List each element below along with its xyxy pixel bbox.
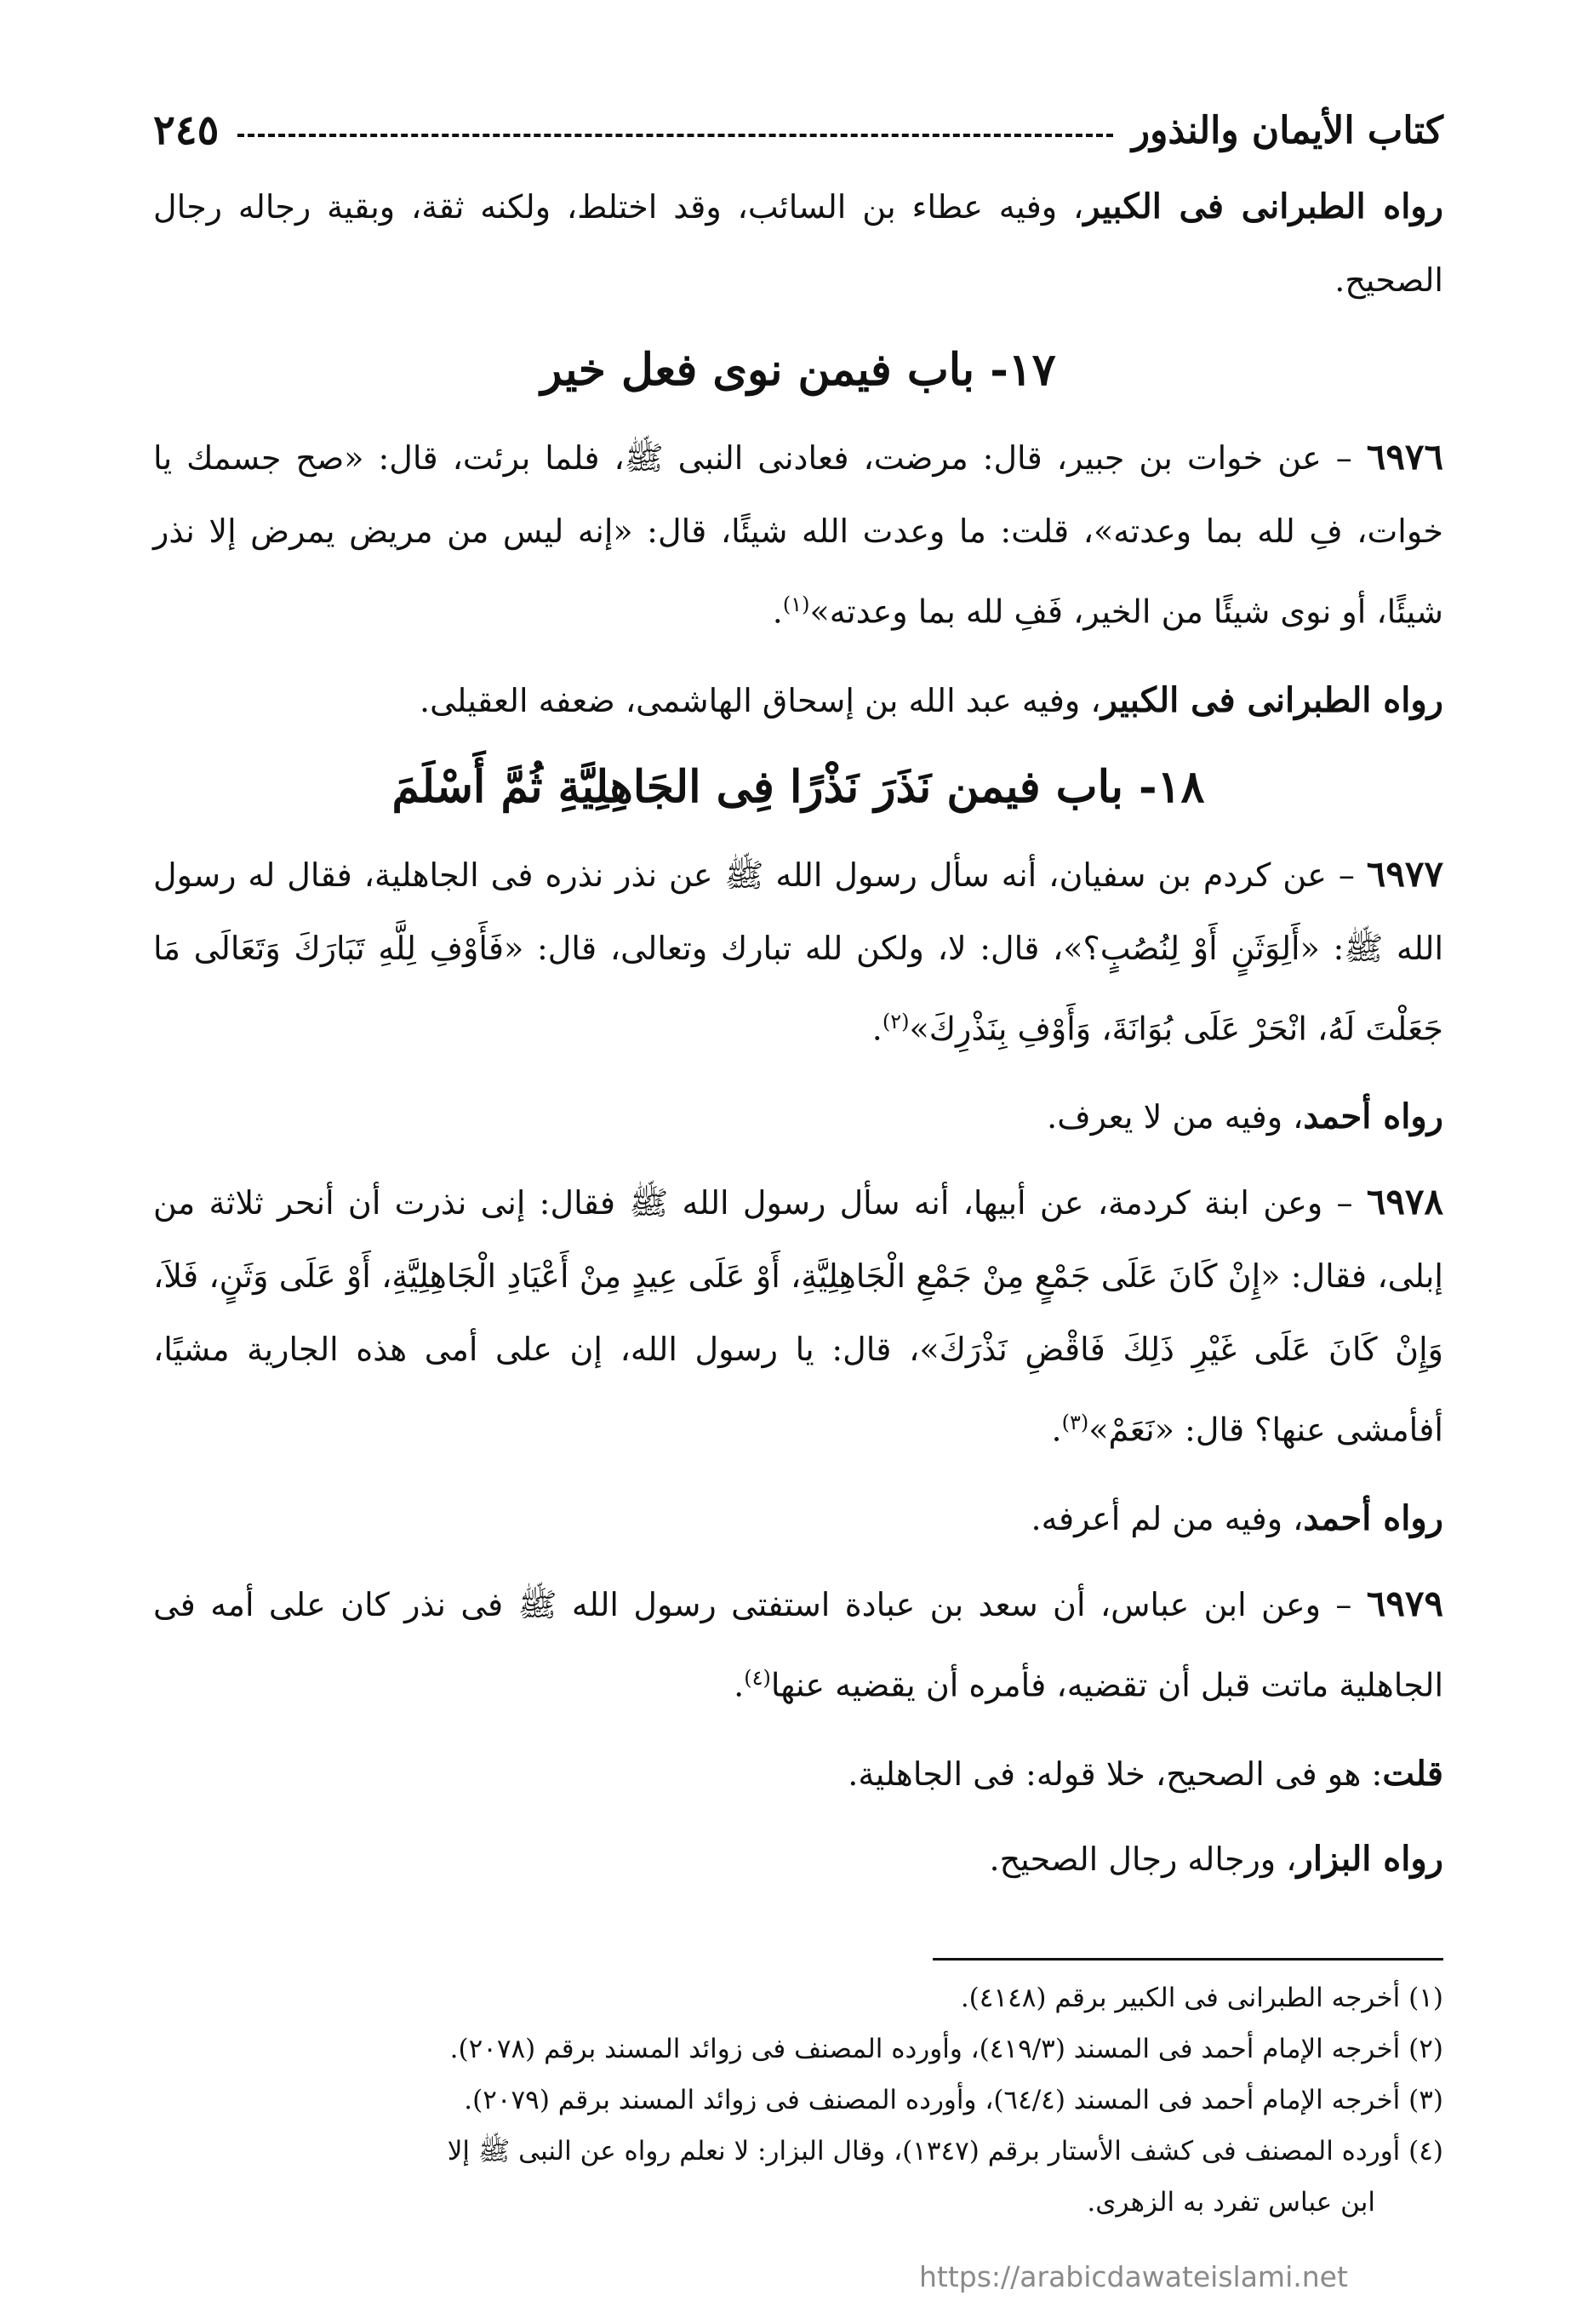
- reference-text: ، وفيه من لا يعرف.: [1047, 1098, 1304, 1136]
- hadith-6979: [153, 1567, 1443, 1722]
- footnote-marker: (٣): [1061, 1411, 1089, 1435]
- chapter-18-heading: ١٨- باب فيمن نَذَرَ نَذْرًا فِى الجَاهِلِيَّةِ ثُمَّ أَسْلَمَ: [391, 760, 1205, 813]
- hadith-number: ٦٩٧٩: [1366, 1582, 1443, 1624]
- source-ref: رواه أحمد: [1303, 1497, 1443, 1538]
- sentence-end: .: [1051, 1411, 1062, 1449]
- hadith-6977: [153, 838, 1443, 1066]
- source-ref: رواه الطبرانى فى الكبير: [1100, 679, 1443, 720]
- footnote-3: (٣) أخرجه الإمام أحمد فى المسند (٦٤/٤)، وأورده المصنف فى زوائد المسند برقم (٢٠٧٩).: [464, 2085, 1443, 2115]
- hadith-6978: [153, 1165, 1443, 1467]
- footnote-separator: [933, 1958, 1443, 1961]
- header-dashed-rule: [237, 134, 1112, 137]
- page-body: [153, 170, 1443, 1908]
- reference-text: ، وفيه من لم أعرفه.: [1031, 1499, 1304, 1537]
- hadith-number: ٦٩٧٧: [1366, 852, 1443, 895]
- author-comment: [153, 1737, 1443, 1811]
- comment-label: قلت: [1382, 1753, 1443, 1794]
- footnote-2: (٢) أخرجه الإمام أحمد فى المسند (٤١٩/٣)، وأورده المصنف فى زوائد المسند برقم (٢٠٧٨).: [449, 2034, 1443, 2064]
- page-number: ٢٤٥: [153, 106, 220, 154]
- footnotes: [153, 1975, 1443, 2230]
- footnote-4-continuation: ابن عباس تفرد به الزهرى.: [1087, 2187, 1375, 2218]
- source-ref: رواه أحمد: [1303, 1096, 1443, 1137]
- hadith-text: – عن كردم بن سفيان، أنه سأل رسول الله ﷺ عن نذر نذره فى الجاهلية، فقال له رسول الله ﷺ: «أَلِوَثَنٍ أَوْ لِنُصُبٍ؟»، قال: لا، ولكن لله تبارك وتعالى، قال: «فَأَوْفِ لِلَّهِ تَبَارَكَ وَتَعَالَى مَا جَعَلْتَ لَهُ، انْحَرْ عَلَى بُوَانَةَ، وَأَوْفِ بِنَذْرِكَ»: [153, 856, 1443, 1048]
- comment-text: : هو فى الصحيح، خلا قوله: فى الجاهلية.: [848, 1754, 1383, 1793]
- paragraph-text: ، وفيه عطاء بن السائب، وقد اختلط، ولكنه ثقة، وبقية رجاله رجال الصحيح.: [153, 188, 1443, 299]
- running-header: [153, 100, 1443, 160]
- source-ref: رواه الطبرانى فى الكبير: [1083, 186, 1443, 226]
- intro-paragraph: [153, 170, 1443, 317]
- reference-6977: [153, 1080, 1443, 1153]
- reference-6979: [153, 1823, 1443, 1896]
- chapter-17-heading: ١٧- باب فيمن نوى فعل خير: [540, 344, 1056, 396]
- footnote-marker: (١): [782, 592, 810, 616]
- sentence-end: .: [871, 1010, 883, 1048]
- sentence-end: .: [734, 1666, 745, 1704]
- hadith-6976: [153, 421, 1443, 649]
- reference-text: ، وفيه عبد الله بن إسحاق الهاشمى، ضعفه العقيلى.: [420, 681, 1101, 719]
- reference-text: ، ورجاله رجال الصحيح.: [989, 1840, 1297, 1878]
- hadith-text: – وعن ابنة كردمة، عن أبيها، أنه سأل رسول الله ﷺ فقال: إنى نذرت أن أنحر ثلاثة من إبلى، فقال: «إِنْ كَانَ عَلَى جَمْعٍ مِنْ جَمْعِ الْجَاهِلِيَّةِ، أَوْ عَلَى عِيدٍ مِنْ أَعْيَادِ الْجَاهِلِيَّةِ، أَوْ عَلَى وَثَنٍ، فَلاَ، وَإِنْ كَانَ عَلَى غَيْرِ ذَلِكَ فَاقْضِ نَذْرَكَ»، قال: يا رسول الله، إن على أمى هذه الجارية مشيًا، أفأمشى عنها؟ قال: «نَعَمْ»: [153, 1184, 1443, 1449]
- footnote-1: (١) أخرجه الطبرانى فى الكبير برقم (٤١٤٨).: [960, 1983, 1443, 2013]
- hadith-number: ٦٩٧٨: [1366, 1181, 1443, 1223]
- sentence-end: .: [772, 592, 783, 631]
- hadith-text: – عن خوات بن جبير، قال: مرضت، فعادنى النبى ﷺ، فلما برئت، قال: «صح جسمك يا خوات، فِ لله بما وعدته»، قلت: ما وعدت الله شيئًا، قال: «إنه ليس من مريض يمرض إلا نذر شيئًا، أو نوى شيئًا من الخير، فَفِ لله بما وعدته»: [153, 439, 1443, 631]
- footnote-marker: (٤): [744, 1665, 771, 1690]
- reference-6976: [153, 664, 1443, 737]
- source-ref: رواه البزار: [1296, 1838, 1443, 1879]
- watermark-url: https://arabicdawateislami.net: [919, 2260, 1348, 2293]
- footnote-marker: (٢): [882, 1009, 910, 1033]
- reference-6978: [153, 1482, 1443, 1555]
- hadith-number: ٦٩٧٦: [1366, 436, 1443, 478]
- book-section-title: كتاب الأيمان والنذور: [1131, 108, 1443, 152]
- footnote-4: (٤) أورده المصنف فى كشف الأستار برقم (١٣٤٧)، وقال البزار: لا نعلم رواه عن النبى ﷺ إلا: [447, 2136, 1443, 2167]
- hadith-text: – وعن ابن عباس، أن سعد بن عبادة استفتى رسول الله ﷺ فى نذر كان على أمه فى الجاهلية ماتت قبل أن تقضيه، فأمره أن يقضيه عنها: [153, 1585, 1443, 1704]
